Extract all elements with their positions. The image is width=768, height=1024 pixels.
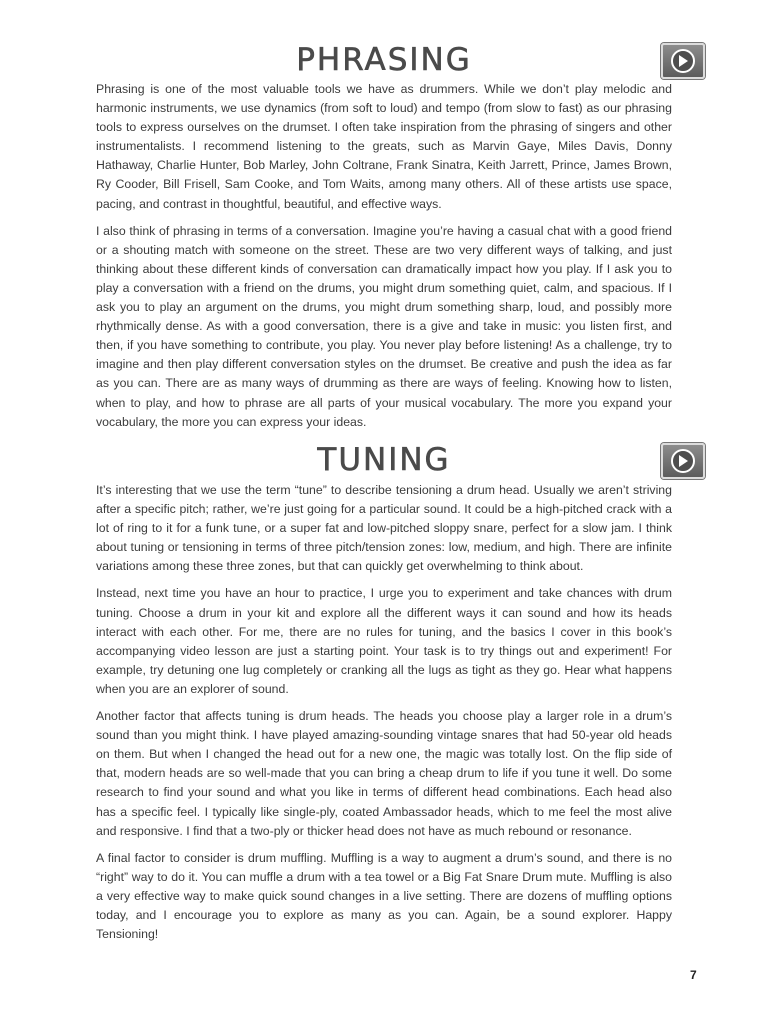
play-video-button-phrasing[interactable] (661, 43, 705, 79)
paragraph: A final factor to consider is drum muffling. Muffling is a way to augment a drum’s sound, and there is no “right” way to do it. You can muffle a drum with a tea towel or a Big Fat Snare Drum mute. Muffling is also a very effective way to make quick sound changes in a live setting. There are dozens of muffling options today, and I encourage you to explore as many as you can. Again, be a sound explorer. Happy Tensioning! (96, 850, 672, 942)
paragraph: Instead, next time you have an hour to practice, I urge you to experiment and take chances with drum tuning. Choose a drum in your kit and explore all the different ways it can sound and how its heads interact with each other. For me, there are no rules for tuning, and the basics I cover in this book’s accompanying video lesson are just a starting point. Your task is to try things out and experiment! For example, try detuning one lug completely or cranking all the lugs as tight as they go. Hear what happens when you are an explorer of sound. (96, 586, 672, 696)
tuning-body (96, 481, 672, 952)
play-video-button-tuning[interactable] (661, 443, 705, 479)
section-title-tuning: TUNING (317, 442, 451, 478)
paragraph: Another factor that affects tuning is drum heads. The heads you choose play a larger role in a drum’s sound than you might think. I have played amazing-sounding vintage snares that had 50-year old heads on them. But when I changed the head out for a new one, the magic was totally lost. On the flip side of that, modern heads are so well-made that you can bring a cheap drum to life if you tune it well. Do some research to find your sound and what you like in terms of different head combinations. Each head also has a specific feel. I typically like single-ply, coated Ambassador heads, which to me feel the most alive and responsive. I find that a two-ply or thicker head does not have as much rebound or resonance. (96, 709, 672, 838)
paragraph: It’s interesting that we use the term “tune” to describe tensioning a drum head. Usually we aren’t striving after a specific pitch; rather, we’re just going for a particular sound. It could be a high-pitched crack with a lot of ring to it for a funk tune, or a super fat and low-pitched sloppy snare, perfect for a slow jam. I think about tuning or tensioning in terms of three pitch/tension zones: low, medium, and high. There are infinite variations among these three zones, but that can quickly get overwhelming to think about. (96, 483, 672, 574)
phrasing-body (96, 80, 672, 440)
paragraph: Phrasing is one of the most valuable tools we have as drummers. While we don’t play melodic and harmonic instruments, we use dynamics (from soft to loud) and tempo (from slow to fast) as our phrasing tools to express ourselves on the drumset. I often take inspiration from the phrasing of singers and other instrumentalists. I recommend listening to the greats, such as Marvin Gaye, Miles Davis, Donny Hathaway, Charlie Hunter, Bob Marley, John Coltrane, Frank Sinatra, Keith Jarrett, Prince, James Brown, Ry Cooder, Bill Frisell, Sam Cooke, and Tom Waits, among many others. All of these artists use space, pacing, and contrast in thoughtful, beautiful, and effective ways. (96, 82, 672, 211)
play-video-icon (671, 49, 695, 73)
play-video-icon (671, 449, 695, 473)
page-number: 7 (690, 968, 697, 982)
section-title-phrasing: PHRASING (296, 42, 472, 78)
paragraph: I also think of phrasing in terms of a conversation. Imagine you’re having a casual chat with a good friend or a shouting match with someone on the street. These are two very different ways of talking, and just thinking about these different kinds of conversation can dramatically impact how you play. If I ask you to play a conversation with a friend on the drums, you might drum something quiet, calm, and spacious. If I ask you to play an argument on the drums, you might drum something sharp, loud, and possibly more rhythmically dense. As with a good conversation, there is a give and take in music: you listen first, and then, if you have something to contribute, you play. You never play before listening! As a challenge, try to imagine and then play different conversation styles on the drumset. Be creative and push the idea as far as you can. There are as many ways of drumming as there are ways of feeling. Knowing how to listen, when to play, and how to phrase are all parts of your musical vocabulary. The more you expand your vocabulary, the more you can express your ideas. (96, 223, 672, 429)
